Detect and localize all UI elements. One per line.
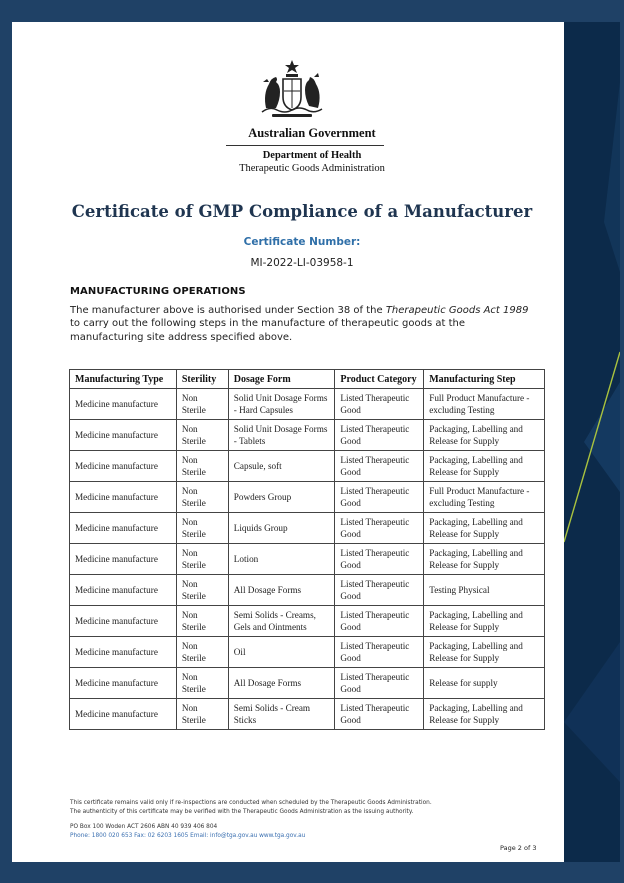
column-header: Dosage Form bbox=[228, 370, 335, 389]
table-cell: Listed Therapeutic Good bbox=[335, 606, 424, 637]
postal-address: PO Box 100 Woden ACT 2606 ABN 40 939 406 804 bbox=[70, 824, 218, 830]
table-cell: Non Sterile bbox=[176, 513, 228, 544]
table-header-row bbox=[70, 370, 545, 389]
table-cell: All Dosage Forms bbox=[228, 668, 335, 699]
table-row bbox=[70, 544, 545, 575]
table-cell: Packaging, Labelling and Release for Supply bbox=[424, 451, 545, 482]
table-cell: Medicine manufacture bbox=[70, 389, 177, 420]
manufacturing-operations-table bbox=[69, 369, 545, 730]
table-cell: Liquids Group bbox=[228, 513, 335, 544]
table-cell: Listed Therapeutic Good bbox=[335, 668, 424, 699]
validity-note: This certificate remains valid only if re-inspections are conducted when scheduled by the Therapeutic Goods Administration. bbox=[70, 800, 432, 806]
table-cell: Non Sterile bbox=[176, 420, 228, 451]
table-cell: Solid Unit Dosage Forms - Tablets bbox=[228, 420, 335, 451]
department-name: Department of Health bbox=[262, 150, 362, 161]
table-cell: Packaging, Labelling and Release for Supply bbox=[424, 544, 545, 575]
table-row bbox=[70, 513, 545, 544]
table-cell: Non Sterile bbox=[176, 544, 228, 575]
table-cell: Lotion bbox=[228, 544, 335, 575]
table-cell: Medicine manufacture bbox=[70, 420, 177, 451]
table-cell: Non Sterile bbox=[176, 451, 228, 482]
agency-name: Therapeutic Goods Administration bbox=[239, 163, 385, 174]
table-cell: Packaging, Labelling and Release for Supply bbox=[424, 699, 545, 730]
table-cell: Non Sterile bbox=[176, 482, 228, 513]
intro-text-end: to carry out the following steps in the manufacture of therapeutic goods at the manufacturing site address specified above. bbox=[70, 318, 465, 343]
table-row bbox=[70, 606, 545, 637]
table-cell: Full Product Manufacture - excluding Testing bbox=[424, 482, 545, 513]
table-cell: Full Product Manufacture - excluding Testing bbox=[424, 389, 545, 420]
table-cell: Packaging, Labelling and Release for Supply bbox=[424, 513, 545, 544]
certificate-number: MI-2022-LI-03958-1 bbox=[250, 257, 354, 269]
page-number: Page 2 of 3 bbox=[500, 844, 537, 852]
table-cell: Listed Therapeutic Good bbox=[335, 513, 424, 544]
table-cell: Listed Therapeutic Good bbox=[335, 575, 424, 606]
government-name: Australian Government bbox=[248, 126, 376, 140]
intro-text-start: The manufacturer above is authorised under Section 38 of the bbox=[70, 305, 386, 316]
column-header: Manufacturing Step bbox=[424, 370, 545, 389]
contact-details[interactable]: Phone: 1800 020 653 Fax: 02 6203 1605 Email: info@tga.gov.au www.tga.gov.au bbox=[70, 832, 306, 839]
table-cell: Non Sterile bbox=[176, 575, 228, 606]
column-header: Sterility bbox=[176, 370, 228, 389]
column-header: Manufacturing Type bbox=[70, 370, 177, 389]
table-cell: Non Sterile bbox=[176, 637, 228, 668]
table-cell: Medicine manufacture bbox=[70, 451, 177, 482]
table-cell: Listed Therapeutic Good bbox=[335, 482, 424, 513]
table-cell: Listed Therapeutic Good bbox=[335, 544, 424, 575]
table-cell: Semi Solids - Cream Sticks bbox=[228, 699, 335, 730]
table-cell: Medicine manufacture bbox=[70, 544, 177, 575]
table-cell: Medicine manufacture bbox=[70, 637, 177, 668]
intro-paragraph bbox=[70, 304, 540, 344]
footer-note bbox=[70, 799, 540, 816]
table-cell: Listed Therapeutic Good bbox=[335, 451, 424, 482]
table-cell: Non Sterile bbox=[176, 699, 228, 730]
table-row bbox=[70, 699, 545, 730]
table-cell: Medicine manufacture bbox=[70, 513, 177, 544]
table-row bbox=[70, 575, 545, 606]
table-cell: Packaging, Labelling and Release for Supply bbox=[424, 637, 545, 668]
table-row bbox=[70, 389, 545, 420]
table-cell: Packaging, Labelling and Release for Supply bbox=[424, 606, 545, 637]
document-title: Certificate of GMP Compliance of a Manufacturer bbox=[71, 202, 533, 221]
commonwealth-coat-of-arms-icon bbox=[256, 58, 328, 120]
table-cell: Packaging, Labelling and Release for Supply bbox=[424, 420, 545, 451]
table-cell: Release for supply bbox=[424, 668, 545, 699]
table-cell: Testing Physical bbox=[424, 575, 545, 606]
table-cell: Medicine manufacture bbox=[70, 575, 177, 606]
certificate-number-label: Certificate Number: bbox=[243, 236, 361, 248]
decorative-side-band bbox=[564, 22, 620, 862]
table-cell: Medicine manufacture bbox=[70, 668, 177, 699]
table-cell: Solid Unit Dosage Forms - Hard Capsules bbox=[228, 389, 335, 420]
table-cell: Semi Solids - Creams, Gels and Ointments bbox=[228, 606, 335, 637]
authenticity-note: The authenticity of this certificate may be verified with the Therapeutic Goods Administration as the issuing authority. bbox=[70, 808, 414, 815]
table-row bbox=[70, 637, 545, 668]
section-heading: MANUFACTURING OPERATIONS bbox=[70, 286, 246, 297]
column-header: Product Category bbox=[335, 370, 424, 389]
act-name: Therapeutic Goods Act 1989 bbox=[385, 305, 529, 316]
header-divider bbox=[226, 145, 384, 146]
table-cell: Medicine manufacture bbox=[70, 699, 177, 730]
table-cell: Listed Therapeutic Good bbox=[335, 637, 424, 668]
table-cell: Non Sterile bbox=[176, 389, 228, 420]
table-row bbox=[70, 451, 545, 482]
table-cell: Listed Therapeutic Good bbox=[335, 699, 424, 730]
table-cell: Listed Therapeutic Good bbox=[335, 389, 424, 420]
table-cell: Capsule, soft bbox=[228, 451, 335, 482]
table-cell: Non Sterile bbox=[176, 668, 228, 699]
table-cell: Non Sterile bbox=[176, 606, 228, 637]
table-row bbox=[70, 420, 545, 451]
footer-address-block bbox=[70, 823, 305, 840]
table-row bbox=[70, 668, 545, 699]
table-cell: Powders Group bbox=[228, 482, 335, 513]
table-cell: All Dosage Forms bbox=[228, 575, 335, 606]
table-row bbox=[70, 482, 545, 513]
table-cell: Listed Therapeutic Good bbox=[335, 420, 424, 451]
table-cell: Oil bbox=[228, 637, 335, 668]
table-cell: Medicine manufacture bbox=[70, 482, 177, 513]
table-cell: Medicine manufacture bbox=[70, 606, 177, 637]
